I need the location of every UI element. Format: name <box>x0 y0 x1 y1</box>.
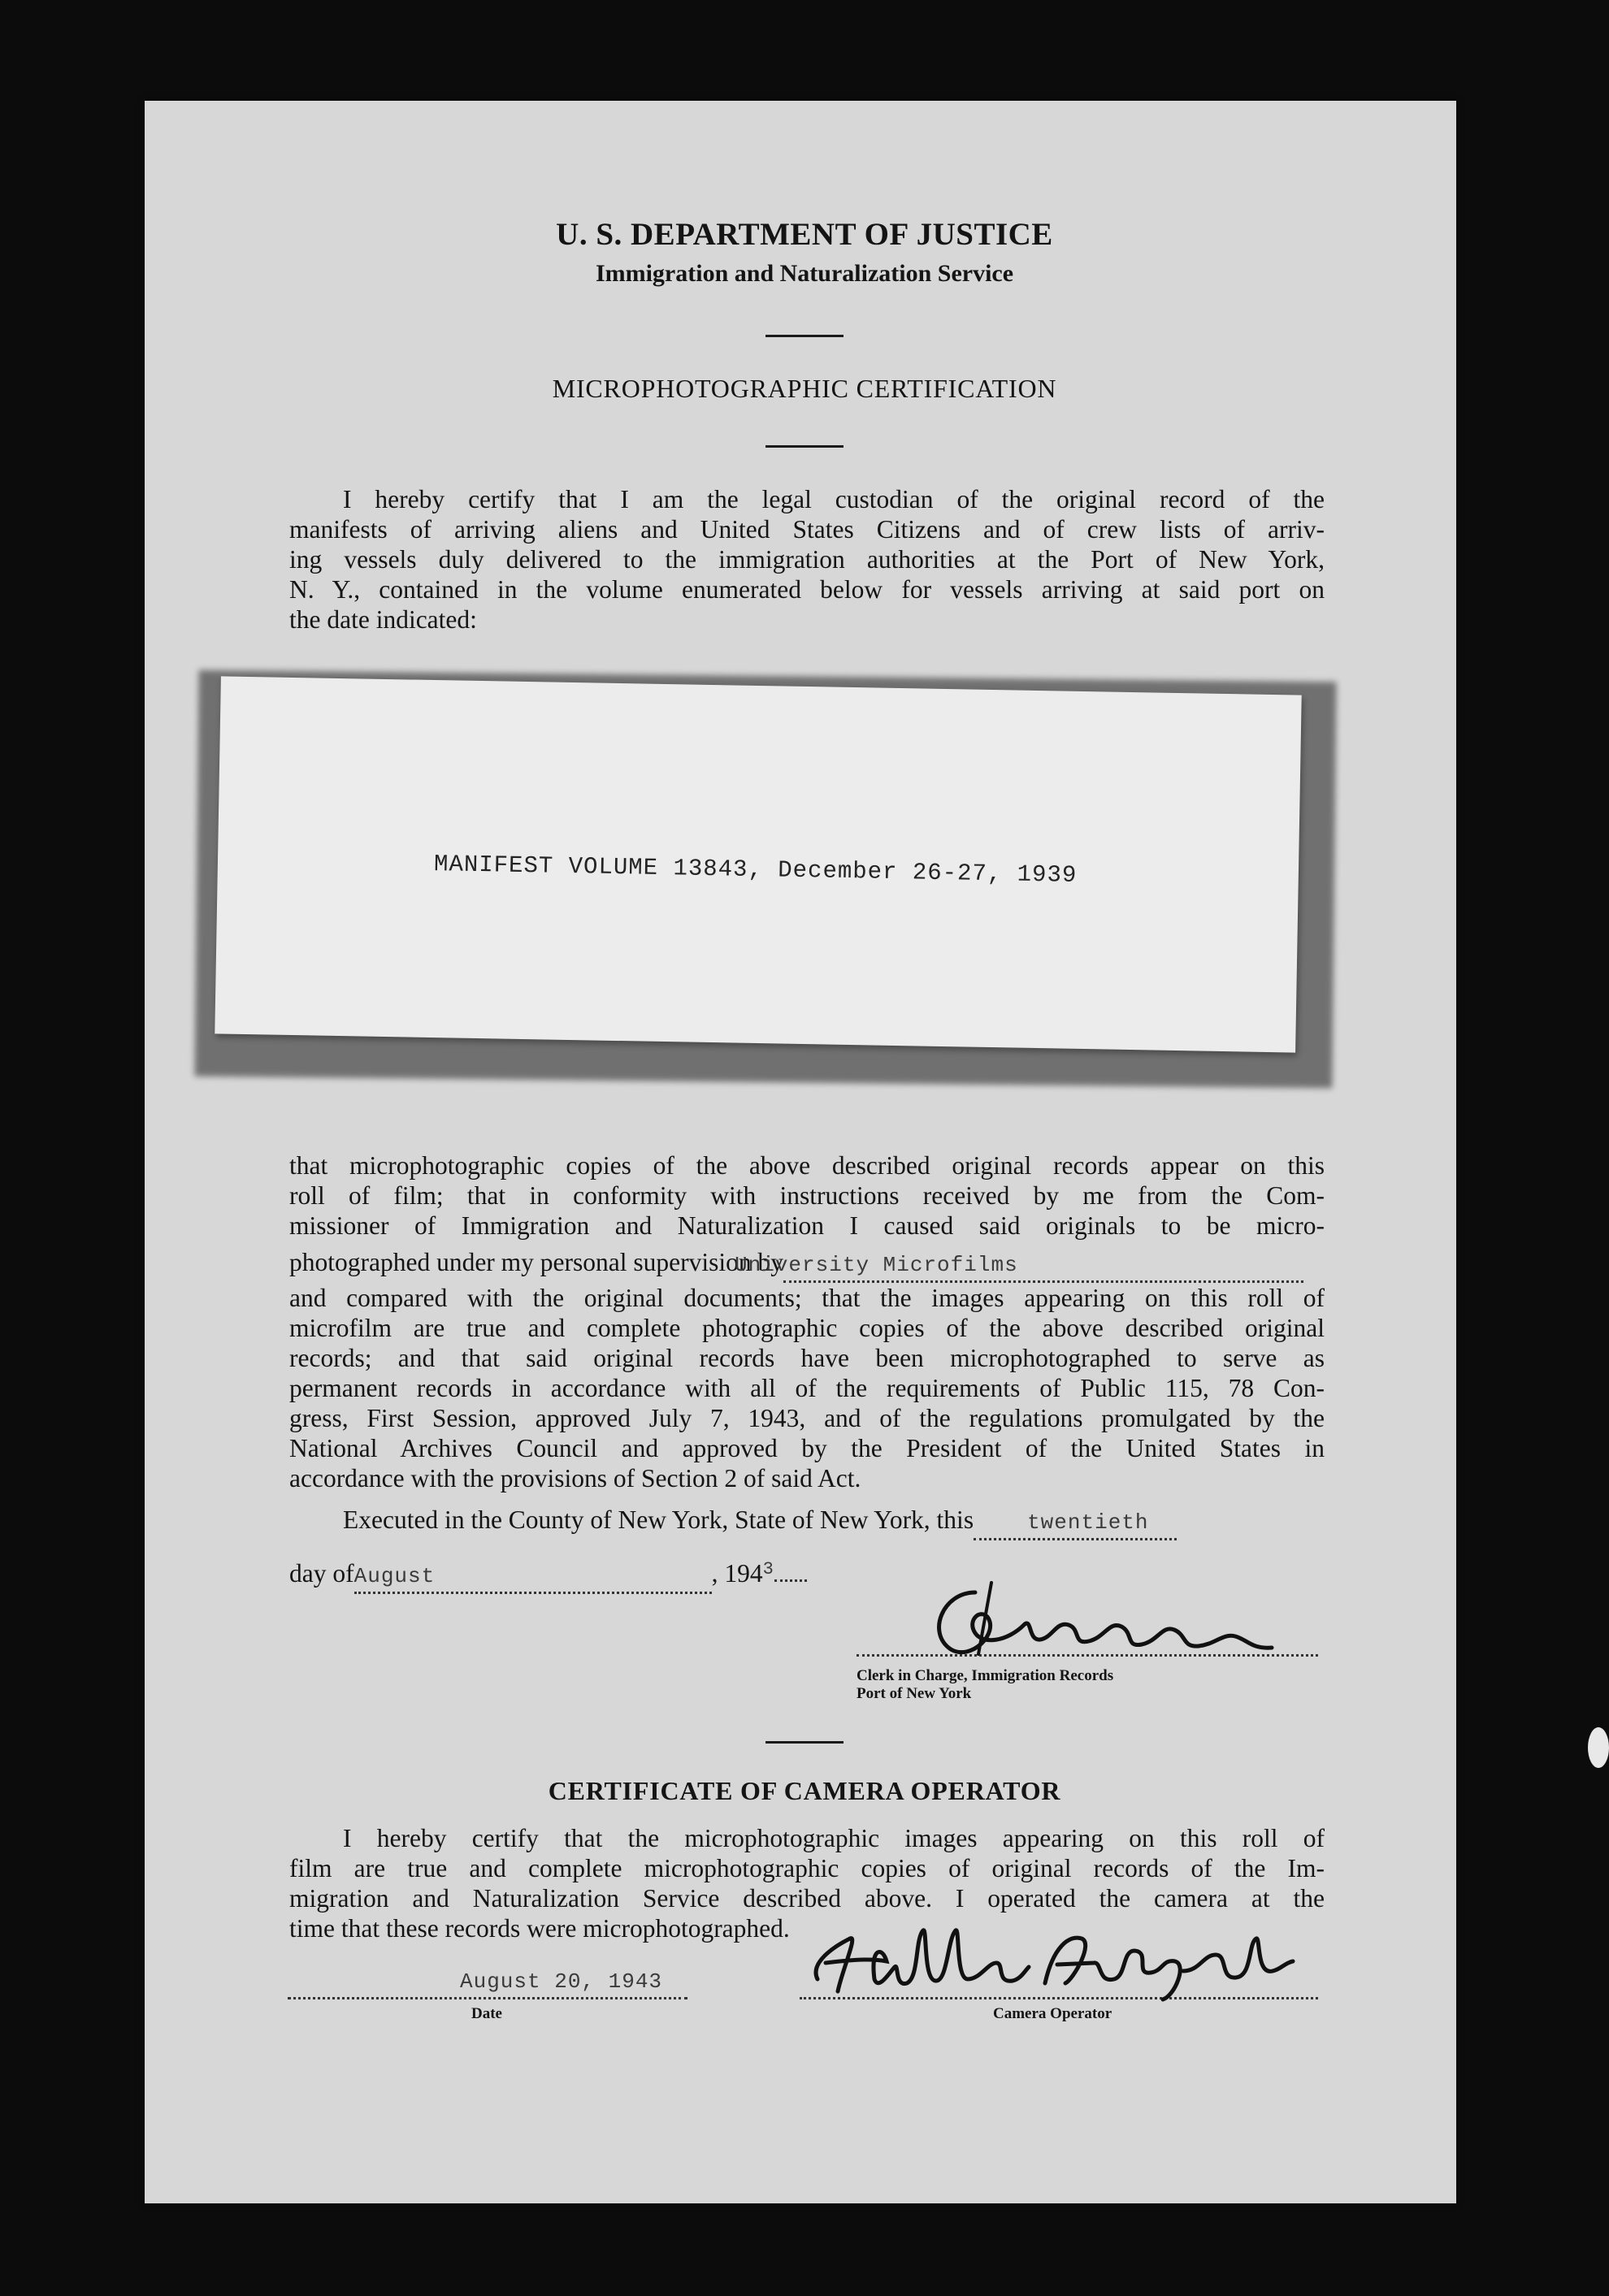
intro-paragraph <box>289 484 1325 635</box>
supervision-prefix: photographed under my personal supervision by <box>289 1248 784 1276</box>
text-line: microfilm are true and complete photographic copies of the above described original <box>289 1314 1325 1342</box>
year-prefix: , 194 <box>711 1559 763 1588</box>
month-fill <box>354 1558 712 1594</box>
executed-line <box>289 1505 1325 1540</box>
operator-signature-icon <box>793 1914 1297 2004</box>
clerk-signature-icon <box>910 1576 1300 1666</box>
supervision-line <box>289 1247 1325 1283</box>
text-line: time that these records were microphotographed. <box>289 1914 790 1943</box>
date-label: Date <box>471 2005 502 2022</box>
year-digit: 3 <box>762 1559 774 1579</box>
executed-day: twentieth <box>1027 1510 1149 1535</box>
body-paragraph <box>289 1150 1325 1594</box>
executed-day-fill <box>974 1505 1177 1540</box>
department-heading: U. S. DEPARTMENT OF JUSTICE <box>556 217 1053 252</box>
text-line: N. Y., contained in the volume enumerated below for vessels arriving at said port on <box>289 575 1325 604</box>
edge-punch-mark <box>1588 1727 1609 1768</box>
text-line: ing vessels duly delivered to the immigration authorities at the Port of New York, <box>289 545 1325 574</box>
date-fill-line <box>288 1997 687 1999</box>
text-line: roll of film; that in conformity with instructions received by me from the Com- <box>289 1181 1325 1210</box>
text-line: gress, First Session, approved July 7, 1943, and of the regulations promulgated by the <box>289 1404 1325 1432</box>
divider <box>765 1741 844 1744</box>
clerk-port: Port of New York <box>857 1685 972 1702</box>
supervision-value: University Microfilms <box>735 1253 1018 1277</box>
text-line: film are true and complete microphotographic copies of original records of the Im- <box>289 1854 1325 1882</box>
text-line: the date indicated: <box>289 605 477 634</box>
text-line: missioner of Immigration and Naturalization I caused said originals to be micro- <box>289 1211 1325 1240</box>
text-line: and compared with the original documents; that the images appearing on this roll of <box>289 1284 1325 1312</box>
text-line: permanent records in accordance with all of the requirements of Public 115, 78 Con- <box>289 1374 1325 1402</box>
executed-prefix: Executed in the County of New York, State of New York, this <box>343 1505 974 1534</box>
camera-operator-label: Camera Operator <box>993 2005 1112 2022</box>
clerk-title: Clerk in Charge, Immigration Records <box>857 1667 1114 1684</box>
text-line: manifests of arriving aliens and United States Citizens and of crew lists of arriv- <box>289 515 1325 544</box>
text-line: I hereby certify that I am the legal custodian of the original record of the <box>343 485 1325 513</box>
divider <box>765 335 844 337</box>
text-line: National Archives Council and approved by the President of the United States in <box>289 1434 1325 1462</box>
camera-date-value: August 20, 1943 <box>460 1969 663 1994</box>
text-line: migration and Naturalization Service described above. I operated the camera at the <box>289 1884 1325 1913</box>
text-line: I hereby certify that the microphotographic images appearing on this roll of <box>343 1824 1325 1852</box>
month-value: August <box>353 1564 436 1588</box>
certification-title: MICROPHOTOGRAPHIC CERTIFICATION <box>552 374 1057 403</box>
supervision-fill <box>735 1247 1303 1283</box>
year-fill <box>774 1579 807 1582</box>
text-line: records; and that said original records have been microphotographed to serve as <box>289 1344 1325 1372</box>
manifest-volume-label: MANIFEST VOLUME 13843, December 26-27, 1939 <box>433 851 1078 889</box>
day-of-label: day of <box>289 1559 354 1588</box>
camera-certificate-heading: CERTIFICATE OF CAMERA OPERATOR <box>548 1776 1061 1805</box>
divider <box>765 445 844 448</box>
text-line: accordance with the provisions of Section 2 of said Act. <box>289 1464 861 1492</box>
text-line: that microphotographic copies of the above described original records appear on this <box>289 1151 1325 1180</box>
service-subheading: Immigration and Naturalization Service <box>595 260 1014 287</box>
